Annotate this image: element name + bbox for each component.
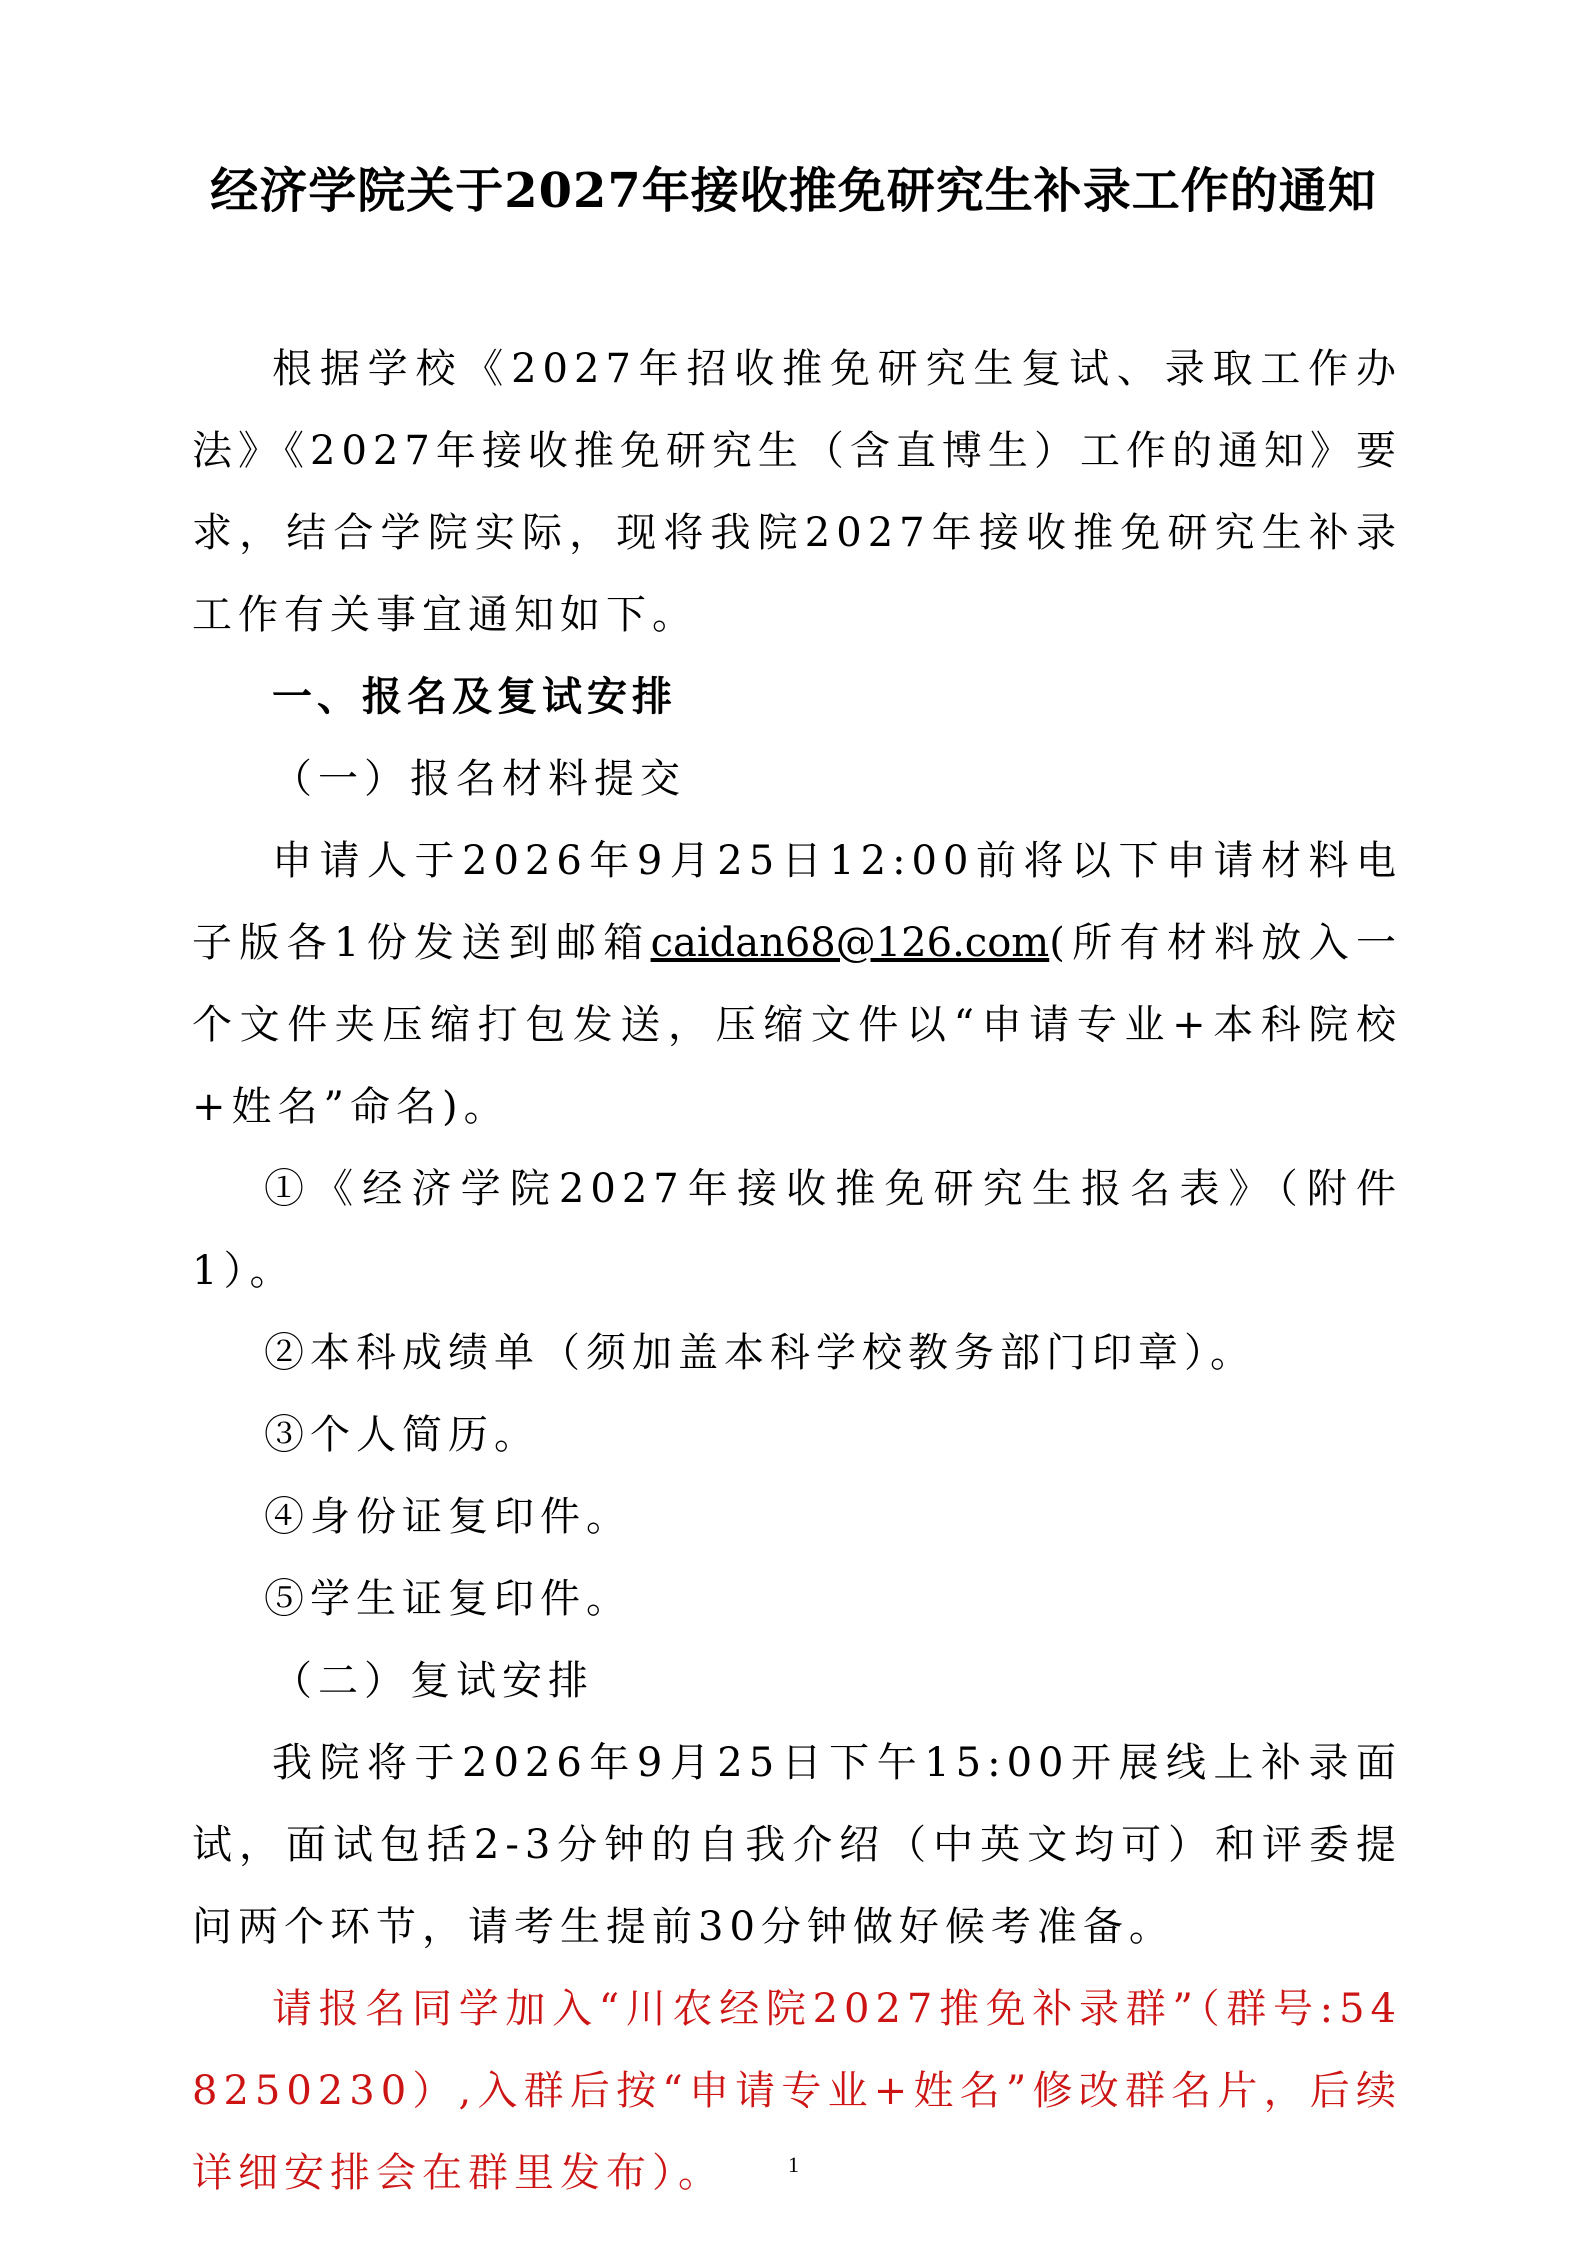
section-1-heading: 一、报名及复试安排 — [272, 674, 677, 720]
document-body — [192, 328, 1402, 2214]
subsection-1-heading: （一）报名材料提交 — [272, 756, 686, 802]
material-item-5: ⑤学生证复印件。 — [264, 1576, 632, 1622]
group-notice-paragraph: 请报名同学加入“川农经院2027推免补录群”（群号:548250230）,入群后按“申请专业+姓名”修改群名片，后续详细安排会在群里发布）。 — [192, 1986, 1402, 2196]
email-link[interactable]: caidan68@126.com — [650, 920, 1050, 966]
materials-paragraph — [192, 820, 1402, 1148]
subsection-2-heading: （二）复试安排 — [272, 1658, 594, 1704]
intro-paragraph: 根据学校《2027年招收推免研究生复试、录取工作办法》《2027年接收推免研究生（含直博生）工作的通知》要求，结合学院实际，现将我院2027年接收推免研究生补录工作有关事宜通知如下。 — [192, 346, 1402, 638]
document-title: 经济学院关于2027年接收推免研究生补录工作的通知 — [210, 163, 1377, 219]
materials-text-before: 申请人于2026年9月25日12:00前将以下申请材料电子版各1份发送到邮箱 — [192, 838, 1402, 966]
materials-text-after: (所有材料放入一个文件夹压缩打包发送，压缩文件以“申请专业+本科院校+姓名”命名)。 — [192, 920, 1403, 1130]
interview-paragraph: 我院将于2026年9月25日下午15:00开展线上补录面试，面试包括2-3分钟的自我介绍（中英文均可）和评委提问两个环节，请考生提前30分钟做好候考准备。 — [192, 1740, 1402, 1950]
page-number: 1 — [788, 2152, 799, 2177]
material-item-4: ④身份证复印件。 — [264, 1494, 632, 1540]
material-item-2: ②本科成绩单（须加盖本科学校教务部门印章）。 — [264, 1330, 1256, 1376]
material-item-3: ③个人简历。 — [264, 1412, 540, 1458]
material-item-1: ①《经济学院2027年接收推免研究生报名表》（附件1）。 — [192, 1166, 1402, 1294]
